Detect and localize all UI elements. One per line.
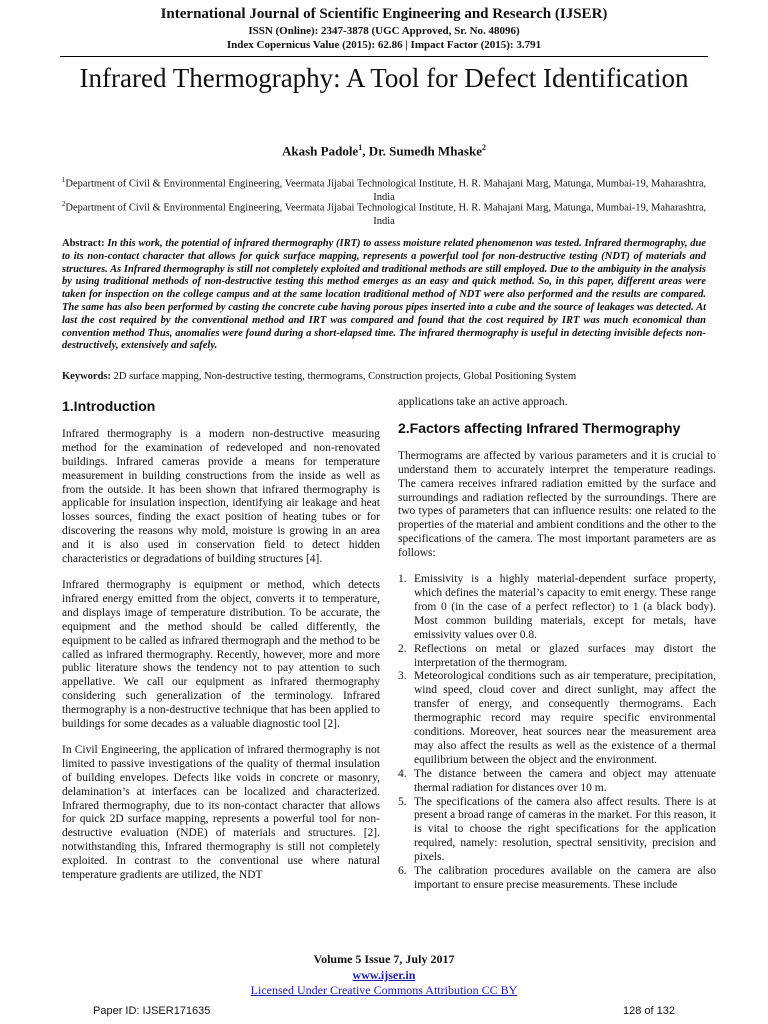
paragraph: Infrared thermography is equipment or method, which detects infrared energy emitted from the object, converts it to temperature, and displays image of temperature distribution. To be accurate, the equipment and the method should be called differently, the equipment to be called as infrared thermograph and the method to be called as infrared thermography. Recently, however, more and more public literature shows the tendency not to pay attention to such appellative. We call our equipment as infrared thermography considering such generalization of the terminology. Infrared thermography is a non-destructive technique that has been applied to buildings for some decades as a valuable diagnostic tool [2]. — [62, 578, 380, 731]
keywords-label: Keywords: — [62, 371, 111, 382]
author-name: Akash Padole — [281, 143, 359, 159]
factors-list — [398, 573, 716, 893]
paragraph-continuation: applications take an active approach. — [398, 396, 568, 408]
list-item-number: 2. — [398, 642, 407, 655]
affiliation-text: Department of Civil & Environmental Engineering, Veermata Jijabai Technological Institute, H. R. Mahajani Marg, Matunga, Mumbai-19, Maharashtra, India — [65, 178, 707, 203]
keywords-text: 2D surface mapping, Non-destructive testing, thermograms, Construction projects, Global Positioning System — [113, 371, 577, 382]
list-item — [398, 573, 716, 643]
abstract — [62, 238, 706, 353]
list-item-text: The calibration procedures available on the camera are also important to ensure precise measurements. These include — [414, 865, 716, 891]
license-link[interactable]: Licensed Under Creative Commons Attribution CC BY — [250, 983, 518, 997]
left-column — [62, 396, 380, 895]
issn-line: ISSN (Online): 2347-3878 (UGC Approved, Sr. No. 48096) — [248, 25, 520, 37]
paragraph: Infrared thermography is a modern non-destructive measuring method for the examination of redeveloped and non-renovated buildings. Infrared cameras provide a means for temperature measurement in building constructions from the inside as well as from the outside. It has been shown that infrared thermography is applicable for insulation inspection, identifying air leakage and heat losses sources, finding the exact position of heating tubes or for discovering the reasons why mold, moisture is growing in an area and it is also used in conservation field to detect hidden characteristics or degradations of building structures [4]. — [62, 427, 380, 566]
header-divider — [60, 56, 708, 57]
paragraph: Thermograms are affected by various parameters and it is crucial to understand them to accurately interpret the temperature readings. The camera receives infrared radiation emitted by the surface and surroundings and radiation reflected by the surroundings. There are two types of parameters that can influence results: one related to the properties of the material and ambient conditions and the other to the specifications of the camera. The most important parameters are as follows: — [398, 449, 716, 560]
keywords — [62, 371, 706, 382]
list-item-number: 3. — [398, 670, 407, 683]
paper-id: Paper ID: IJSER171635 — [93, 1005, 211, 1017]
journal-website-link[interactable]: www.ijser.in — [352, 968, 416, 982]
list-item-text: Reflections on metal or glazed surfaces may distort the interpretation of the thermogram. — [414, 642, 716, 669]
list-item-number: 5. — [398, 795, 407, 808]
section-heading-factors: 2.Factors affecting Infrared Thermography — [398, 419, 681, 436]
affiliation-marker: 1 — [358, 143, 363, 152]
list-item — [398, 670, 716, 767]
list-item — [398, 768, 716, 796]
list-item-text: Meteorological conditions such as air temperature, precipitation, wind speed, cloud cover and direct sunlight, may affect the transfer of energy, and consequently thermograms. Each thermographic record may require specific environmental conditions. Moreover, heat sources near the measurement area may also affect the results as well as the existence of a thermal equilibrium between the object and the environment. — [414, 670, 716, 766]
list-item-number: 4. — [398, 767, 407, 780]
list-item — [398, 643, 716, 671]
list-item-text: Emissivity is a highly material-dependent surface property, which defines the material’s capacity to emit energy. These range from 0 (in the case of a perfect reflector) to 1 (a black body). Most common building materials, except for metals, have emissivity values over 0.8. — [414, 573, 716, 641]
right-column — [398, 396, 716, 893]
abstract-label: Abstract: — [62, 238, 105, 249]
author-list — [0, 143, 768, 159]
list-item-number: 6. — [398, 865, 407, 878]
affiliation — [60, 198, 708, 228]
author-separator: , — [362, 143, 369, 159]
abstract-text: In this work, the potential of infrared thermography (IRT) to assess moisture related phenomenon was tested. Infrared thermography, due to its non-contact character that allows for quick surface mapping, represents a powerful tool for non-destructive testing (NDT) of materials and structures. As Infrared thermography is still not completely exploited and traditional methods are still employed. Due to the ambiguity in the analysis by using traditional methods of non-destructive testing this method emerges as an easy and quick method. So, in this paper, different areas were taken for inspection on the college campus and at the same location traditional method of NDT were also performed and the results are compared. The same has also been performed by casting the concrete cube having porous pipes inserted into a cube and the source of leakages was detected. At last the cost required by the conventional method and IRT was compared and found that the cost required by IRT was much economical than convention method Thus, anomalies were found during a short-elapsed time. The infrared thermography is useful in detecting invisible defects non-destructively, extensively and safely. — [62, 238, 706, 352]
affiliation-marker: 2 — [482, 143, 486, 152]
list-item-text: The specifications of the camera also affect results. There is at present a broad range of cameras in the market. For this reason, it is vital to choose the right specifications for the application required, namely: resolution, spectral sensitivity, precision and pixels. — [414, 795, 716, 864]
index-line: Index Copernicus Value (2015): 62.86 | Impact Factor (2015): 3.791 — [226, 39, 542, 51]
affiliation-text: Department of Civil & Environmental Engineering, Veermata Jijabai Technological Institute, H. R. Mahajani Marg, Matunga, Mumbai-19, Maharashtra, India — [65, 202, 707, 227]
affiliation-marker: 2 — [61, 200, 66, 208]
list-item — [398, 796, 716, 866]
paper-title: Infrared Thermography: A Tool for Defect Identification — [79, 63, 689, 93]
list-item-number: 1. — [398, 573, 407, 586]
list-item — [398, 865, 716, 893]
affiliation-marker: 1 — [61, 176, 66, 184]
volume-issue: Volume 5 Issue 7, July 2017 — [313, 952, 455, 966]
paragraph: In Civil Engineering, the application of infrared thermography is not limited to passive investigations of the quality of thermal insulation of building envelopes. Defects like voids in concrete or masonry, delamination’s at interfaces can be localized and characterized. Infrared thermography, due to its non-contact character that allows for quick 2D surface mapping, represents a powerful tool for non-destructive evaluation (NDE) of materials and structures. [2]. notwithstanding this, Infrared thermography is still not completely exploited. In contrast to the conventional use where natural temperature gradients are utilized, the NDT — [62, 743, 380, 882]
author-name: Dr. Sumedh Mhaske — [368, 143, 482, 159]
journal-name: International Journal of Scientific Engineering and Research (IJSER) — [160, 6, 608, 22]
list-item-text: The distance between the camera and object may attenuate thermal radiation for distances over 10 m. — [414, 767, 716, 794]
page-number: 128 of 132 — [623, 1005, 675, 1017]
section-heading-introduction: 1.Introduction — [62, 398, 156, 414]
